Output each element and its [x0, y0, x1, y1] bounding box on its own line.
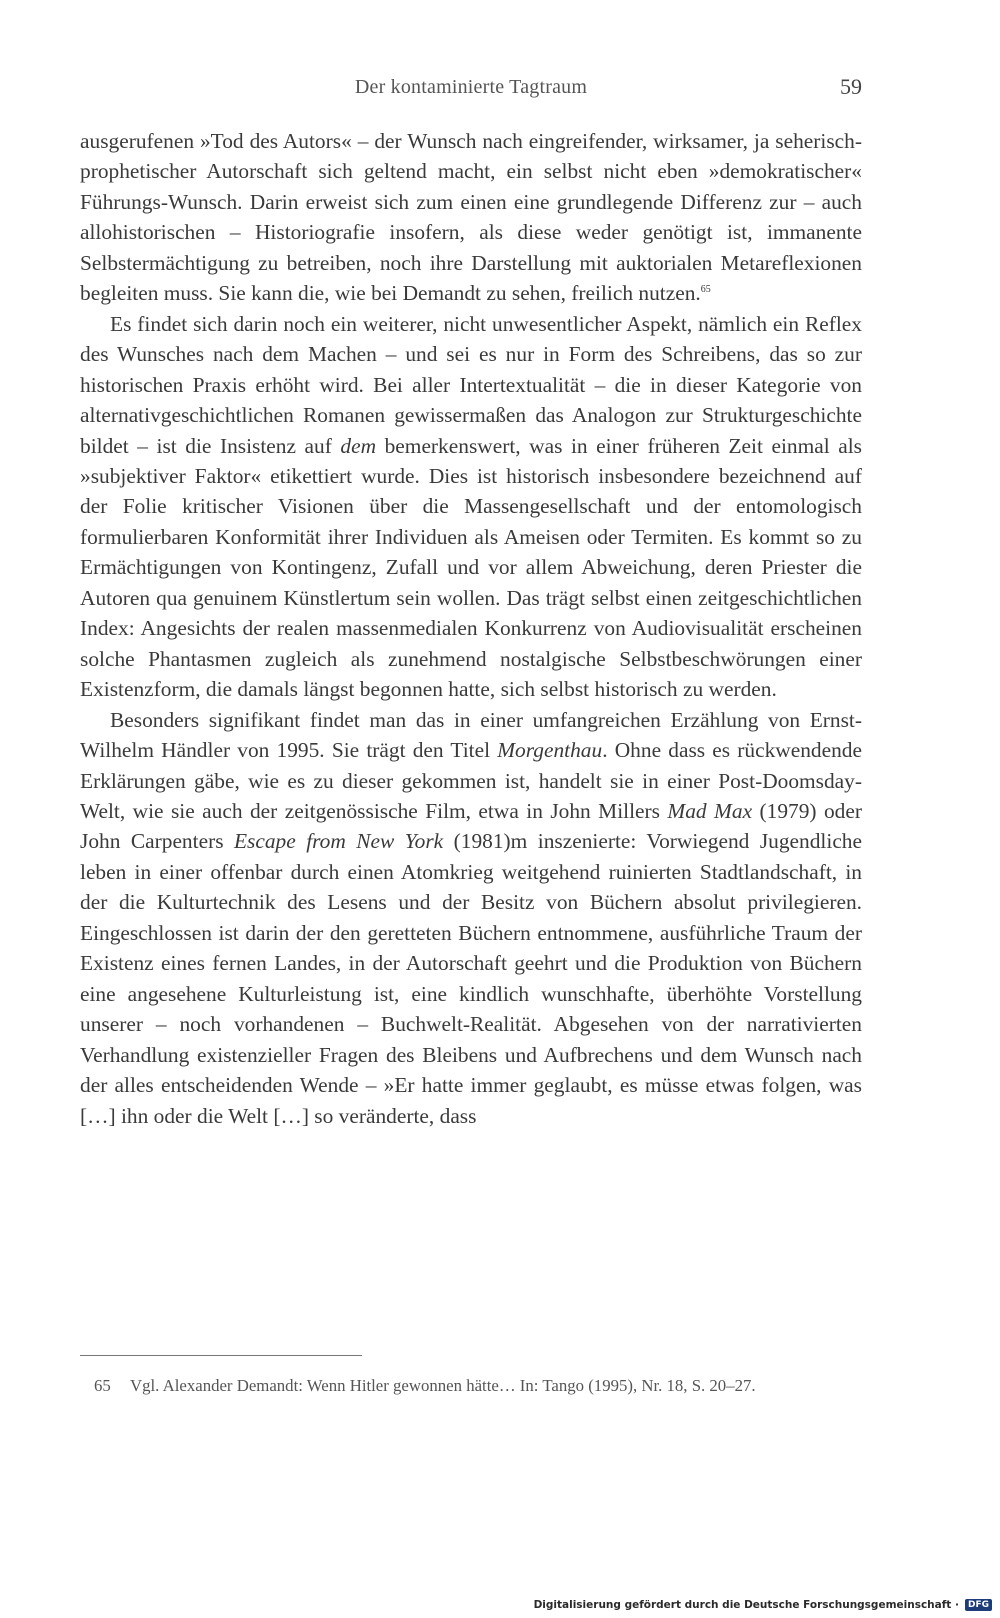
- page-number: 59: [840, 74, 862, 99]
- body-text: [80, 126, 862, 1131]
- paragraph-text: bemerkenswert, was in einer früheren Zeit einmal als »subjektiver Faktor« etikettiert wurde. Dies ist historisch insbesondere bezeichnend auf der Folie kritischer Visionen über die Massengesellschaft und der entomologisch formulierbaren Konformität ihrer Individuen als Ameisen oder Termiten. Es kommt so zu Ermächtigungen von Kontingenz, Zufall und vor allem Abweichung, deren Priester die Autoren qua genuinem Künstlertum sein wollen. Das trägt selbst einen zeitgeschichtlichen Index: Angesichts der realen massenmedialen Konkurrenz von Audiovisualität erscheinen solche Phantasmen zugleich als zunehmend nostalgische Selbstbeschwörungen einer Existenzform, die damals längst begonnen hatte, sich selbst historisch zu werden.: [80, 433, 862, 702]
- footnote-divider: [80, 1355, 362, 1356]
- footnote-reference: 65: [700, 284, 711, 296]
- paragraph-1: [80, 126, 862, 309]
- dfg-logo-icon: DFG: [965, 1599, 992, 1611]
- running-head: [80, 76, 862, 106]
- paragraph-text: ausgerufenen »Tod des Autors« – der Wunsch nach eingreifender, wirksamer, ja seherisch-prophetischer Autorschaft sich geltend macht, ein selbst nicht eben »demokratischer« Führungs-Wunsch. Darin erweist sich zum einen eine grundlegende Differenz zur – auch allohistorischen – Historiografie insofern, als diese weder genötigt ist, immanente Selbstermächtigung zu betreiben, noch ihre Darstellung mit auktorialen Metareflexionen begleiten muss. Sie kann die, wie bei Demandt zu sehen, freilich nutzen.: [80, 129, 862, 306]
- running-title: Der kontaminierte Tagtraum: [354, 76, 588, 98]
- paragraph-3: [80, 705, 862, 1131]
- footnote-number: 65: [94, 1376, 111, 1395]
- footnote: [80, 1373, 862, 1399]
- paragraph-text: (1981)m inszenierte: Vorwiegend Jugendliche leben in einer offenbar durch einen Atomkrieg weitgehend ruinierten Stadtlandschaft, in der die Kulturtechnik des Lesens und der Besitz von Büchern absolut privilegieren. Eingeschlossen ist darin der den geretteten Büchern entnommene, ausführliche Traum der Existenz eines fernen Landes, in der Autorschaft geehrt und die Produktion von Büchern eine angesehene Kulturleistung ist, eine kindlich wunschhafte, überhöhte Vorstellung unserer – noch vorhandenen – Buchwelt-Realität. Abgesehen von der narrativierten Verhandlung existenzieller Fragen des Bleibens und Aufbrechens und dem Wunsch nach der alles entscheidenden Wende – »Er hatte immer geglaubt, es müsse etwas folgen, was […] ihn oder die Welt […] so veränderte, dass: [80, 829, 862, 1128]
- italic-title: Mad Max: [667, 798, 753, 823]
- italic-title: Escape from New York: [233, 829, 444, 854]
- digitization-credit: [528, 1592, 1000, 1618]
- credit-text: Digitalisierung gefördert durch die Deutsche Forschungsgemeinschaft ·: [533, 1599, 959, 1611]
- paragraph-text: Es findet sich darin noch ein weiterer, nicht unwesentlicher Aspekt, nämlich ein Reflex des Wunsches nach dem Machen – und sei es nur in Form des Schreibens, das so zur historischen Praxis erhöht wird. Bei aller Intertextualität – die in dieser Kategorie von alternativgeschichtlichen Romanen gewissermaßen das Analogon zur Strukturgeschichte bildet – ist die Insistenz auf: [80, 311, 862, 458]
- paragraph-text: . Ohne dass es rückwendende Erklärungen gäbe, wie es zu dieser gekommen ist, handelt sie in einer Post-Doomsday-Welt, wie sie auch der zeitgenössische Film, etwa in John Millers: [80, 738, 862, 823]
- italic-title: Morgenthau: [497, 738, 603, 763]
- footnote-text: Vgl. Alexander Demandt: Wenn Hitler gewonnen hätte… In: Tango (1995), Nr. 18, S. 20–27.: [130, 1376, 756, 1395]
- paragraph-2: [80, 309, 862, 705]
- paragraph-text: Besonders signifikant findet man das in einer umfangreichen Erzählung von Ernst-Wilhelm Händler von 1995. Sie trägt den Titel: [80, 707, 862, 763]
- italic-title: dem: [340, 433, 377, 458]
- paragraph-text: (1979) oder John Carpenters: [80, 798, 862, 854]
